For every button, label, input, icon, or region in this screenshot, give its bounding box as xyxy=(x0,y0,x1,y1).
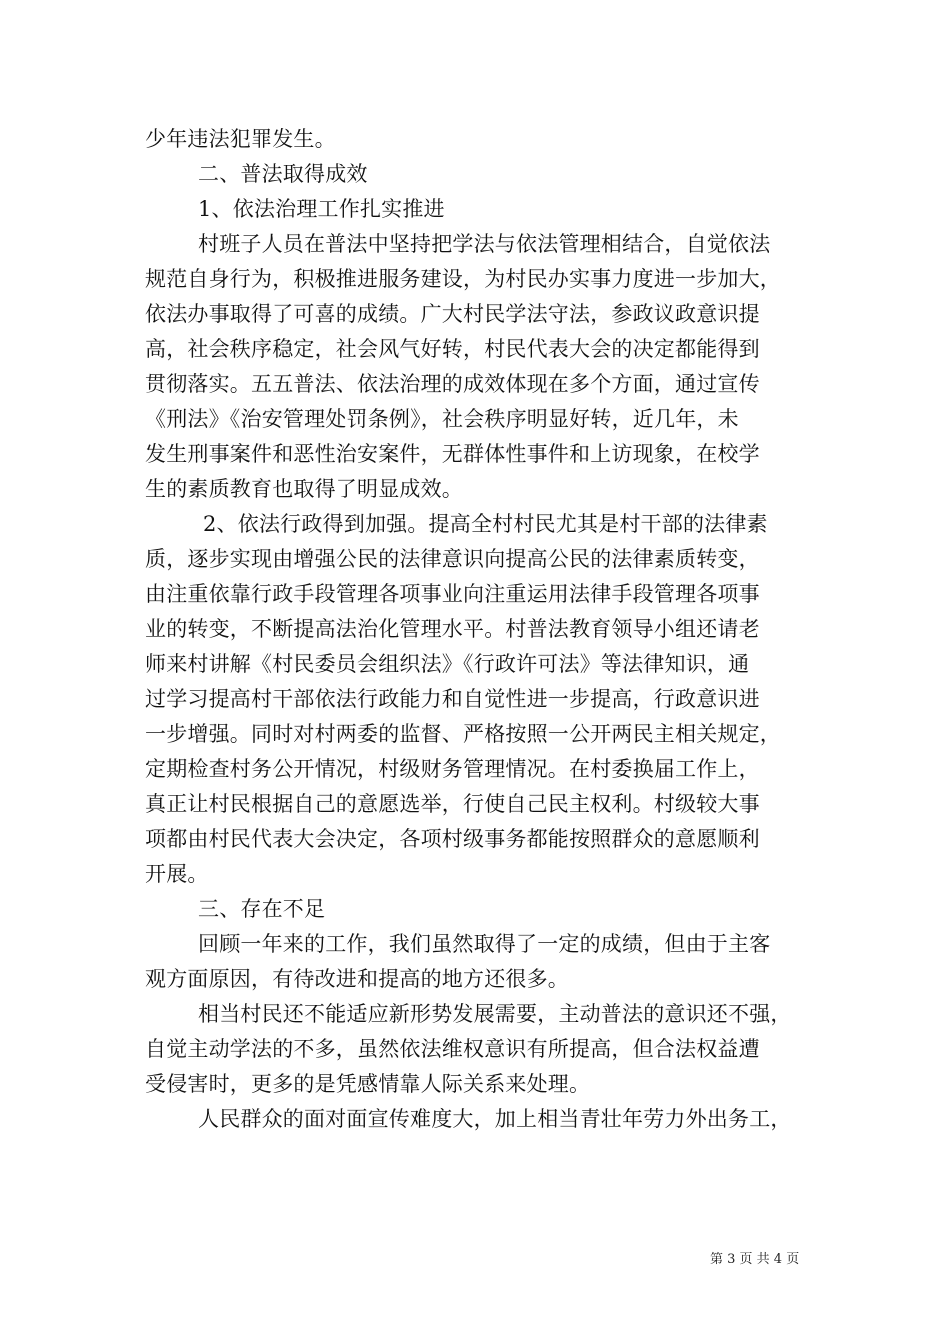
section-heading: 二、普法取得成效 xyxy=(198,162,368,186)
body-line: 少年违法犯罪发生。 xyxy=(145,127,336,151)
body-line: 定期检查村务公开情况，村级财务管理情况。在村委换届工作上， xyxy=(145,757,760,781)
body-line: 发生刑事案件和恶性治安案件，无群体性事件和上访现象，在校学 xyxy=(145,442,760,466)
body-line: 师来村讲解《村民委员会组织法》《行政许可法》等法律知识，通 xyxy=(145,652,750,676)
body-line: 相当村民还不能适应新形势发展需要，主动普法的意识还不强， xyxy=(198,1002,792,1026)
body-line: 生的素质教育也取得了明显成效。 xyxy=(145,477,463,501)
body-line: 观方面原因，有待改进和提高的地方还很多。 xyxy=(145,967,569,991)
body-line: 2、依法行政得到加强。提高全村村民尤其是村干部的法律素 xyxy=(203,512,768,536)
body-line: 过学习提高村干部依法行政能力和自觉性进一步提高，行政意识进 xyxy=(145,687,760,711)
body-line: 一步增强。同时对村两委的监督、严格按照一公开两民主相关规定， xyxy=(145,722,781,746)
body-line: 项都由村民代表大会决定，各项村级事务都能按照群众的意愿顺利 xyxy=(145,827,760,851)
body-line: 质，逐步实现由增强公民的法律意识向提高公民的法律素质转变， xyxy=(145,547,760,571)
subsection-heading: 1、依法治理工作扎实推进 xyxy=(198,197,445,221)
body-line: 依法办事取得了可喜的成绩。广大村民学法守法，参政议政意识提 xyxy=(145,302,760,326)
page-footer: 第 3 页 共 4 页 xyxy=(710,1252,800,1267)
body-line: 自觉主动学法的不多，虽然依法维权意识有所提高，但合法权益遭 xyxy=(145,1037,760,1061)
body-line: 人民群众的面对面宣传难度大，加上相当青壮年劳力外出务工， xyxy=(198,1107,792,1131)
body-line: 《刑法》《治安管理处罚条例》，社会秩序明显好转，近几年，未 xyxy=(145,407,739,431)
body-line: 业的转变，不断提高法治化管理水平。村普法教育领导小组还请老 xyxy=(145,617,760,641)
section-heading: 三、存在不足 xyxy=(198,897,326,921)
body-line: 回顾一年来的工作，我们虽然取得了一定的成绩，但由于主客 xyxy=(198,932,771,956)
body-line: 贯彻落实。五五普法、依法治理的成效体现在多个方面，通过宣传 xyxy=(145,372,760,396)
body-line: 规范自身行为，积极推进服务建设，为村民办实事力度进一步加大， xyxy=(145,267,781,291)
body-line: 由注重依靠行政手段管理各项事业向注重运用法律手段管理各项事 xyxy=(145,582,760,606)
body-line: 受侵害时，更多的是凭感情靠人际关系来处理。 xyxy=(145,1072,591,1096)
body-line: 村班子人员在普法中坚持把学法与依法管理相结合，自觉依法 xyxy=(198,232,771,256)
body-line: 真正让村民根据自己的意愿选举，行使自己民主权利。村级较大事 xyxy=(145,792,760,816)
body-line: 开展。 xyxy=(145,862,209,886)
body-line: 高，社会秩序稳定，社会风气好转，村民代表大会的决定都能得到 xyxy=(145,337,760,361)
